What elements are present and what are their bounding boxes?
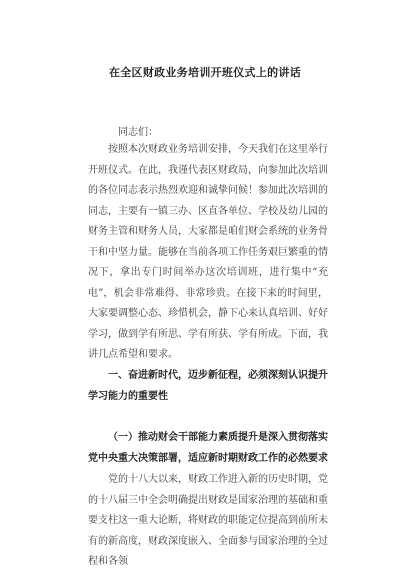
document-title: 在全区财政业务培训开班仪式上的讲话 <box>108 66 302 79</box>
salutation: 同志们： <box>118 127 158 138</box>
body-paragraph: 党的十八大以来，财政工作进入新的历史时期，党的十八届三中全会明确提出财政是国家治理的基础和重要支柱这一重大论断，将财政的职能定位提高到前所未有的新高度，财政深度嵌入、全面参与国家治理的全过程和各领 <box>88 474 328 567</box>
subsection-heading: （一）推动财会干部能力素质提升是深入贯彻落实党中央重大决策部署，适应新时期财政工作的必然要求 <box>88 432 328 464</box>
body-paragraph: 按照本次财政业务培训安排，今天我们在这里举行开班仪式。在此，我谨代表区财政局，向参加此次培训的各位同志表示热烈欢迎和诚挚问候！参加此次培训的同志，主要有一镇三办、区直各单位、学校及幼儿园的财务主管和财务人员，大家都是咱们财会系统的业务骨干和中坚力量。能够在当前各项工作任务艰巨繁重的情况下，拿出专门时间举办这次培训班，进行集中“充电”，机会非常难得、非常珍贵。在接下来的时间里，大家要调整心态、珍惜机会，静下心来认真培训、好好学习，做到学有所思、学有所获、学有所成。下面，我讲几点希望和要求。 <box>88 144 328 360</box>
section-heading: 一、奋进新时代，迈步新征程，必须深刻认识提升学习能力的重要性 <box>88 370 328 402</box>
